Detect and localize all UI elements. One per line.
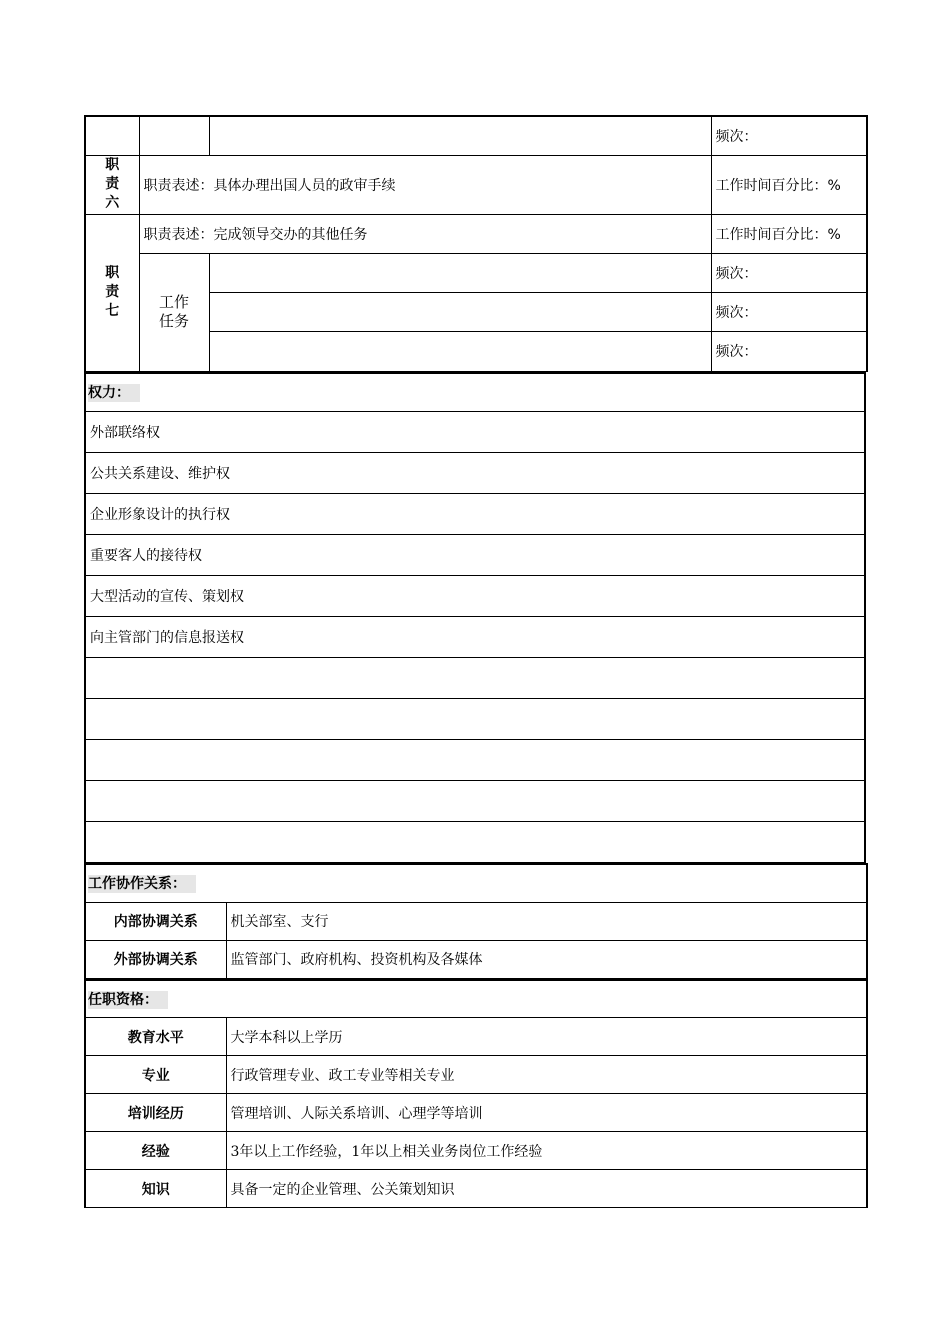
frequency-label: 频次： — [711, 331, 867, 371]
power-item — [85, 699, 865, 740]
power-item-text: 公共关系建设、维护权 — [85, 453, 865, 494]
qualification-row — [85, 1018, 867, 1056]
power-item — [85, 576, 865, 617]
powers-table — [84, 372, 866, 864]
qualification-value: 行政管理专业、政工专业等相关专业 — [226, 1056, 867, 1094]
duties-table — [84, 115, 868, 372]
power-item-text — [85, 781, 865, 822]
qualifications-table — [84, 979, 868, 1209]
cooperation-label: 内部协调关系 — [85, 902, 226, 940]
qualification-label: 培训经历 — [85, 1094, 226, 1132]
cooperation-row — [85, 940, 867, 978]
duty6-time-percent: 工作时间百分比：% — [711, 155, 867, 214]
power-item-text — [85, 699, 865, 740]
duty6-label: 职 责 六 — [85, 155, 139, 214]
cooperation-header: 工作协作关系： — [85, 864, 867, 902]
qualification-label: 经验 — [85, 1132, 226, 1170]
qualification-value: 管理培训、人际关系培训、心理学等培训 — [226, 1094, 867, 1132]
cooperation-value: 监管部门、政府机构、投资机构及各媒体 — [226, 940, 867, 978]
powers-header-row — [85, 373, 865, 412]
power-item — [85, 412, 865, 453]
task-content-cell — [209, 331, 711, 371]
blank-cell — [139, 116, 209, 155]
cooperation-value: 机关部室、支行 — [226, 902, 867, 940]
job-description-sheet — [84, 115, 866, 1208]
duty7-time-percent: 工作时间百分比：% — [711, 214, 867, 253]
frequency-label: 频次： — [711, 253, 867, 292]
duty7-task-label: 工作 任务 — [139, 253, 209, 371]
power-item-text: 重要客人的接待权 — [85, 535, 865, 576]
power-item-text: 企业形象设计的执行权 — [85, 494, 865, 535]
qualification-row — [85, 1056, 867, 1094]
duty6-description: 职责表述：具体办理出国人员的政审手续 — [139, 155, 711, 214]
cooperation-header-row — [85, 864, 867, 902]
cooperation-row — [85, 902, 867, 940]
cooperation-table — [84, 863, 868, 979]
qualification-row — [85, 1170, 867, 1208]
duty7-description: 职责表述：完成领导交办的其他任务 — [139, 214, 711, 253]
power-item-text: 向主管部门的信息报送权 — [85, 617, 865, 658]
duty5-last-task-row — [85, 116, 867, 155]
power-item — [85, 658, 865, 699]
qualification-value: 3年以上工作经验，1年以上相关业务岗位工作经验 — [226, 1132, 867, 1170]
power-item-text — [85, 822, 865, 863]
qualification-label: 专业 — [85, 1056, 226, 1094]
power-item — [85, 822, 865, 863]
qualification-value: 具备一定的企业管理、公关策划知识 — [226, 1170, 867, 1208]
power-item — [85, 781, 865, 822]
power-item — [85, 535, 865, 576]
powers-header: 权力： — [85, 373, 865, 412]
task-content-cell — [209, 253, 711, 292]
qualification-row — [85, 1094, 867, 1132]
duty7-label: 职 责 七 — [85, 214, 139, 371]
task-content-cell — [209, 292, 711, 331]
power-item-text: 大型活动的宣传、策划权 — [85, 576, 865, 617]
qualification-label: 知识 — [85, 1170, 226, 1208]
qualification-label: 教育水平 — [85, 1018, 226, 1056]
power-item-text — [85, 658, 865, 699]
duty7-description-row — [85, 214, 867, 253]
duty7-task-row — [85, 253, 867, 292]
qualification-value: 大学本科以上学历 — [226, 1018, 867, 1056]
power-item — [85, 740, 865, 781]
qualifications-header: 任职资格： — [85, 980, 867, 1018]
qualification-row — [85, 1132, 867, 1170]
task-content-cell — [209, 116, 711, 155]
power-item — [85, 494, 865, 535]
frequency-label: 频次： — [711, 292, 867, 331]
power-item-text — [85, 740, 865, 781]
frequency-label: 频次： — [711, 116, 867, 155]
cooperation-label: 外部协调关系 — [85, 940, 226, 978]
blank-cell — [85, 116, 139, 155]
qualifications-header-row — [85, 980, 867, 1018]
power-item — [85, 453, 865, 494]
power-item-text: 外部联络权 — [85, 412, 865, 453]
power-item — [85, 617, 865, 658]
duty6-row — [85, 155, 867, 214]
